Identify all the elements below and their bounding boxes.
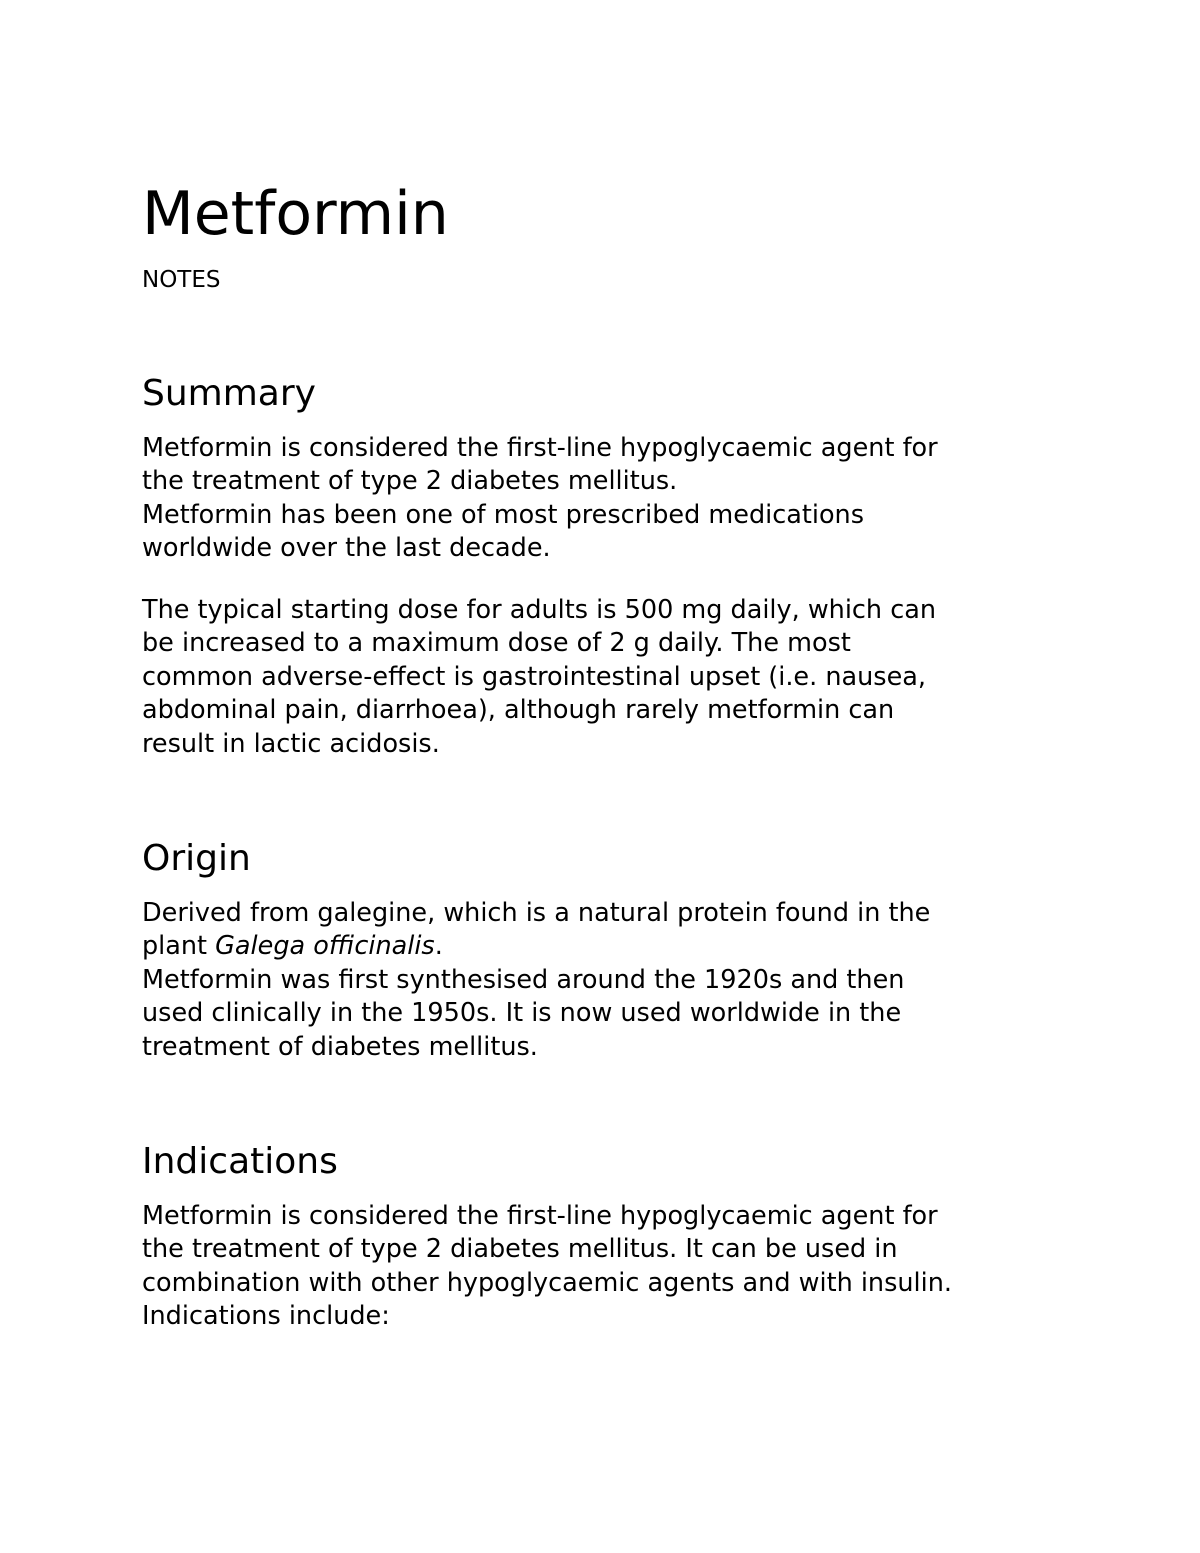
text-line: the treatment of type 2 diabetes mellitus. It can be used in xyxy=(142,1234,898,1265)
text-line: worldwide over the last decade. xyxy=(142,533,551,564)
document-subtitle: NOTES xyxy=(142,267,221,293)
text-line: the treatment of type 2 diabetes mellitus. xyxy=(142,466,678,497)
text-line: result in lactic acidosis. xyxy=(142,728,440,759)
document-title: Metformin xyxy=(142,179,449,249)
text-line: Metformin was first synthesised around the 1920s and then xyxy=(142,964,905,995)
text-line: Metformin is considered the first-line hypoglycaemic agent for xyxy=(142,1201,938,1231)
text-line-with-italic xyxy=(142,930,1062,963)
text-line: treatment of diabetes mellitus. xyxy=(142,1031,538,1062)
section-heading-origin: Origin xyxy=(142,838,251,879)
section-heading-indications: Indications xyxy=(142,1141,338,1182)
text-line: Metformin is considered the first-line hypoglycaemic agent for xyxy=(142,433,938,463)
text-line: abdominal pain, diarrhoea), although rarely metformin can xyxy=(142,695,895,726)
indications-paragraph xyxy=(142,1200,1062,1334)
text-line: Metformin has been one of most prescribed medications xyxy=(142,499,864,530)
text-line: be increased to a maximum dose of 2 g daily. The most xyxy=(142,628,851,659)
plant-name-italic: Galega officinalis xyxy=(215,931,435,962)
text-fragment: . xyxy=(434,931,443,962)
summary-paragraph-1 xyxy=(142,432,1062,566)
summary-paragraph-2 xyxy=(142,594,1062,761)
text-line: combination with other hypoglycaemic agents and with insulin. xyxy=(142,1267,952,1298)
text-line: Derived from galegine, which is a natural protein found in the xyxy=(142,898,931,928)
text-line: common adverse-effect is gastrointestinal upset (i.e. nausea, xyxy=(142,661,926,692)
section-heading-summary: Summary xyxy=(142,373,316,414)
text-fragment: plant xyxy=(142,931,216,962)
text-line: used clinically in the 1950s. It is now used worldwide in the xyxy=(142,998,902,1029)
origin-paragraph xyxy=(142,897,1062,1064)
text-line: The typical starting dose for adults is 500 mg daily, which can xyxy=(142,595,937,625)
text-line: Indications include: xyxy=(142,1301,390,1332)
